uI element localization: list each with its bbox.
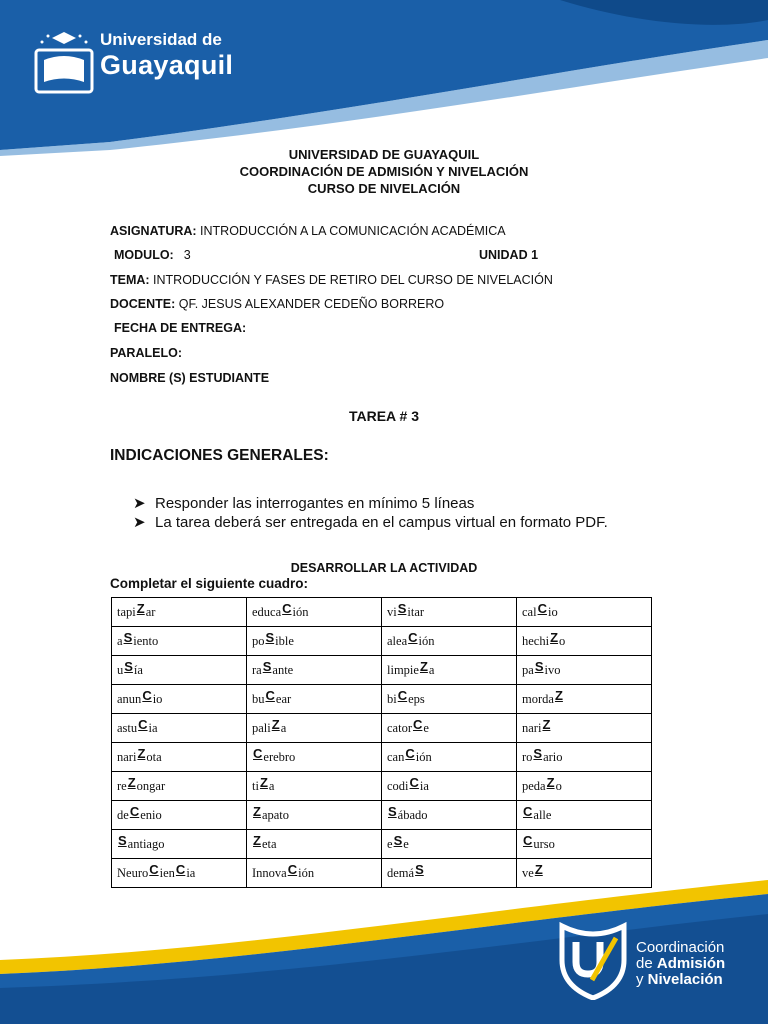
tema-label: TEMA: bbox=[110, 273, 150, 287]
word-fragment: a bbox=[117, 634, 123, 648]
title-university: UNIVERSIDAD DE GUAYAQUIL bbox=[288, 147, 480, 162]
paralelo-label: PARALELO: bbox=[110, 346, 182, 360]
answer-letter: S bbox=[124, 659, 133, 674]
table-cell bbox=[382, 743, 517, 772]
table-cell bbox=[112, 714, 247, 743]
answer-letter: Z bbox=[137, 746, 146, 761]
footer-line2 bbox=[636, 956, 725, 972]
word-fragment: o bbox=[555, 779, 562, 793]
footer-line3-prefix: y bbox=[636, 971, 648, 988]
tema-line bbox=[110, 273, 553, 287]
word-fragment: iento bbox=[133, 634, 159, 648]
logo-line1: Universidad de bbox=[100, 30, 222, 49]
table-cell bbox=[247, 656, 382, 685]
answer-letter: C bbox=[253, 746, 263, 761]
table-cell bbox=[517, 598, 652, 627]
answer-letter: C bbox=[265, 688, 275, 703]
asignatura-line bbox=[110, 224, 506, 238]
word-fragment: e bbox=[423, 721, 429, 735]
table-cell bbox=[382, 830, 517, 859]
answer-letter: C bbox=[523, 833, 533, 848]
answer-letter: Z bbox=[419, 659, 428, 674]
table-row bbox=[112, 830, 652, 859]
answer-letter: S bbox=[533, 746, 543, 761]
ug-emblem-icon bbox=[556, 920, 630, 1000]
table-cell bbox=[247, 743, 382, 772]
answer-letter: Z bbox=[253, 804, 261, 819]
word-fragment: ti bbox=[252, 779, 259, 793]
word-fragment: vi bbox=[387, 605, 397, 619]
answer-letter: S bbox=[388, 804, 397, 819]
word-fragment: o bbox=[559, 634, 566, 648]
word-fragment: codi bbox=[387, 779, 409, 793]
word-fragment: ión bbox=[418, 634, 435, 648]
answer-letter: C bbox=[142, 688, 152, 703]
answer-letter: Z bbox=[136, 601, 145, 616]
word-fragment: ión bbox=[415, 750, 432, 764]
answer-letter: C bbox=[405, 746, 415, 761]
answer-letter: Z bbox=[271, 717, 280, 732]
answer-letter: Z bbox=[259, 775, 268, 790]
asignatura-value: INTRODUCCIÓN A LA COMUNICACIÓN ACADÉMICA bbox=[196, 224, 506, 238]
answer-letter: Z bbox=[542, 717, 551, 732]
answer-letter: C bbox=[175, 862, 186, 877]
answer-letter: S bbox=[118, 833, 127, 848]
word-fragment: ivo bbox=[544, 663, 561, 677]
modulo-value: 3 bbox=[183, 248, 191, 262]
table-cell bbox=[517, 772, 652, 801]
logo-line2: Guayaquil bbox=[100, 50, 234, 80]
word-fragment: antiago bbox=[127, 837, 165, 851]
table-cell bbox=[382, 801, 517, 830]
answer-letter: S bbox=[262, 659, 272, 674]
word-fragment: erebro bbox=[263, 750, 296, 764]
answer-letter: C bbox=[149, 862, 159, 877]
table-cell bbox=[112, 743, 247, 772]
table-row bbox=[112, 685, 652, 714]
modulo-label: MODULO: bbox=[114, 248, 174, 262]
table-cell bbox=[112, 627, 247, 656]
word-fragment: nari bbox=[522, 721, 542, 735]
word-fragment: alea bbox=[387, 634, 408, 648]
word-fragment: ar bbox=[145, 605, 156, 619]
answer-letter: C bbox=[409, 775, 419, 790]
answer-letter: Z bbox=[534, 862, 543, 877]
activity-subtitle: Completar el siguiente cuadro: bbox=[110, 576, 309, 591]
asignatura-label: ASIGNATURA: bbox=[110, 224, 197, 238]
answer-letter: S bbox=[397, 601, 407, 616]
footer-line1: Coordinación bbox=[636, 939, 725, 956]
docente-value: QF. JESUS ALEXANDER CEDEÑO BORRERO bbox=[175, 297, 445, 311]
table-cell bbox=[517, 743, 652, 772]
bullet-item bbox=[133, 494, 474, 512]
table-cell bbox=[247, 801, 382, 830]
answer-letter: S bbox=[123, 630, 133, 645]
table-cell bbox=[382, 714, 517, 743]
table-cell bbox=[112, 801, 247, 830]
table-cell bbox=[382, 627, 517, 656]
table-cell bbox=[247, 598, 382, 627]
bullet-item bbox=[133, 513, 608, 531]
answer-letter: C bbox=[282, 601, 292, 616]
word-fragment: de bbox=[117, 808, 129, 822]
word-fragment: morda bbox=[522, 692, 554, 706]
activity-title: DESARROLLAR LA ACTIVIDAD bbox=[290, 561, 478, 575]
arrow-bullet-icon: ➤ bbox=[133, 514, 146, 531]
word-fragment: ible bbox=[275, 634, 294, 648]
footer-line3 bbox=[636, 972, 725, 988]
table-row bbox=[112, 627, 652, 656]
word-fragment: ra bbox=[252, 663, 262, 677]
table-cell bbox=[112, 598, 247, 627]
word-fragment: pa bbox=[522, 663, 534, 677]
word-fragment: ota bbox=[146, 750, 162, 764]
title-coordination: COORDINACIÓN DE ADMISIÓN Y NIVELACIÓN bbox=[239, 164, 529, 179]
word-fragment: peda bbox=[522, 779, 546, 793]
word-fragment: e bbox=[387, 837, 393, 851]
table-row bbox=[112, 656, 652, 685]
table-cell bbox=[382, 598, 517, 627]
word-fragment: itar bbox=[407, 605, 425, 619]
table-cell bbox=[517, 714, 652, 743]
word-fragment: anun bbox=[117, 692, 142, 706]
table-cell bbox=[517, 801, 652, 830]
word-fragment: bu bbox=[252, 692, 265, 706]
word-fragment: bi bbox=[387, 692, 397, 706]
table-cell bbox=[247, 772, 382, 801]
word-fragment: ear bbox=[275, 692, 292, 706]
word-fragment: limpie bbox=[387, 663, 419, 677]
table-cell bbox=[112, 772, 247, 801]
fecha-label: FECHA DE ENTREGA: bbox=[114, 321, 247, 335]
word-fragment: po bbox=[252, 634, 265, 648]
answer-letter: C bbox=[412, 717, 423, 732]
completion-table bbox=[111, 597, 652, 888]
word-fragment: Innova bbox=[252, 866, 287, 880]
word-fragment: e bbox=[403, 837, 409, 851]
word-fragment: ro bbox=[522, 750, 533, 764]
word-fragment: ión bbox=[298, 866, 315, 880]
table-row bbox=[112, 714, 652, 743]
table-cell bbox=[112, 830, 247, 859]
word-fragment: re bbox=[117, 779, 127, 793]
word-fragment: cator bbox=[387, 721, 412, 735]
word-fragment: io bbox=[152, 692, 163, 706]
answer-letter: S bbox=[415, 862, 424, 877]
word-fragment: io bbox=[547, 605, 558, 619]
table-cell bbox=[247, 714, 382, 743]
word-fragment: a bbox=[268, 779, 275, 793]
answer-letter: S bbox=[265, 630, 275, 645]
footer-coordination-text bbox=[636, 940, 725, 988]
word-fragment: ía bbox=[133, 663, 143, 677]
word-fragment: ia bbox=[419, 779, 429, 793]
word-fragment: apato bbox=[261, 808, 290, 822]
arrow-bullet-icon: ➤ bbox=[133, 495, 146, 512]
table-cell bbox=[517, 830, 652, 859]
word-fragment: ábado bbox=[397, 808, 428, 822]
word-fragment: cal bbox=[522, 605, 537, 619]
table-cell bbox=[382, 685, 517, 714]
university-crest-icon bbox=[34, 30, 94, 96]
word-fragment: hechi bbox=[522, 634, 550, 648]
footer-line2-bold: Admisión bbox=[656, 955, 726, 972]
word-fragment: ve bbox=[522, 866, 534, 880]
bullet-text: Responder las interrogantes en mínimo 5 líneas bbox=[155, 495, 475, 512]
answer-letter: S bbox=[393, 833, 403, 848]
table-row bbox=[112, 801, 652, 830]
modulo-line bbox=[114, 248, 191, 262]
answer-letter: C bbox=[287, 862, 298, 877]
word-fragment: ia bbox=[148, 721, 158, 735]
docente-label: DOCENTE: bbox=[110, 297, 176, 311]
word-fragment: urso bbox=[533, 837, 555, 851]
tema-value: INTRODUCCIÓN Y FASES DE RETIRO DEL CURSO DE NIVELACIÓN bbox=[149, 273, 553, 287]
answer-letter: Z bbox=[127, 775, 136, 790]
word-fragment: Neuro bbox=[117, 866, 149, 880]
word-fragment: educa bbox=[252, 605, 282, 619]
tarea-title: TAREA # 3 bbox=[348, 408, 419, 424]
answer-letter: Z bbox=[253, 833, 261, 848]
word-fragment: ión bbox=[292, 605, 309, 619]
answer-letter: Z bbox=[554, 688, 563, 703]
answer-letter: S bbox=[534, 659, 544, 674]
word-fragment: ia bbox=[186, 866, 196, 880]
word-fragment: eps bbox=[408, 692, 425, 706]
answer-letter: C bbox=[523, 804, 533, 819]
word-fragment: a bbox=[280, 721, 287, 735]
word-fragment: tapi bbox=[117, 605, 136, 619]
answer-letter: C bbox=[537, 601, 547, 616]
unidad-label: UNIDAD 1 bbox=[479, 248, 539, 262]
word-fragment: pali bbox=[252, 721, 271, 735]
table-cell bbox=[382, 656, 517, 685]
docente-line bbox=[110, 297, 444, 311]
table-cell bbox=[247, 627, 382, 656]
word-fragment: ario bbox=[543, 750, 563, 764]
table-cell bbox=[112, 685, 247, 714]
word-fragment: u bbox=[117, 663, 124, 677]
word-fragment: ongar bbox=[136, 779, 166, 793]
word-fragment: nari bbox=[117, 750, 137, 764]
table-row bbox=[112, 598, 652, 627]
table-cell bbox=[382, 772, 517, 801]
table-row bbox=[112, 743, 652, 772]
word-fragment: eta bbox=[261, 837, 277, 851]
word-fragment: alle bbox=[533, 808, 552, 822]
table-cell bbox=[517, 685, 652, 714]
word-fragment: enio bbox=[140, 808, 162, 822]
answer-letter: C bbox=[138, 717, 148, 732]
word-fragment: astu bbox=[117, 721, 138, 735]
table-cell bbox=[247, 685, 382, 714]
indicaciones-title: INDICACIONES GENERALES: bbox=[110, 447, 329, 464]
word-fragment: ante bbox=[272, 663, 294, 677]
table-cell bbox=[517, 656, 652, 685]
table-cell bbox=[247, 830, 382, 859]
table-row bbox=[112, 772, 652, 801]
nombre-label: NOMBRE (S) ESTUDIANTE bbox=[110, 371, 270, 385]
footer-line3-bold: Nivelación bbox=[647, 971, 723, 988]
footer-line2-prefix: de bbox=[636, 955, 657, 972]
answer-letter: C bbox=[129, 804, 140, 819]
table-cell bbox=[517, 627, 652, 656]
answer-letter: C bbox=[408, 630, 418, 645]
answer-letter: Z bbox=[550, 630, 559, 645]
table-cell bbox=[112, 656, 247, 685]
title-course: CURSO DE NIVELACIÓN bbox=[307, 181, 461, 196]
word-fragment: ien bbox=[159, 866, 175, 880]
answer-letter: C bbox=[397, 688, 408, 703]
word-fragment: can bbox=[387, 750, 405, 764]
word-fragment: a bbox=[428, 663, 435, 677]
bullet-text: La tarea deberá ser entregada en el campus virtual en formato PDF. bbox=[155, 514, 608, 531]
answer-letter: Z bbox=[546, 775, 555, 790]
word-fragment: demá bbox=[387, 866, 415, 880]
